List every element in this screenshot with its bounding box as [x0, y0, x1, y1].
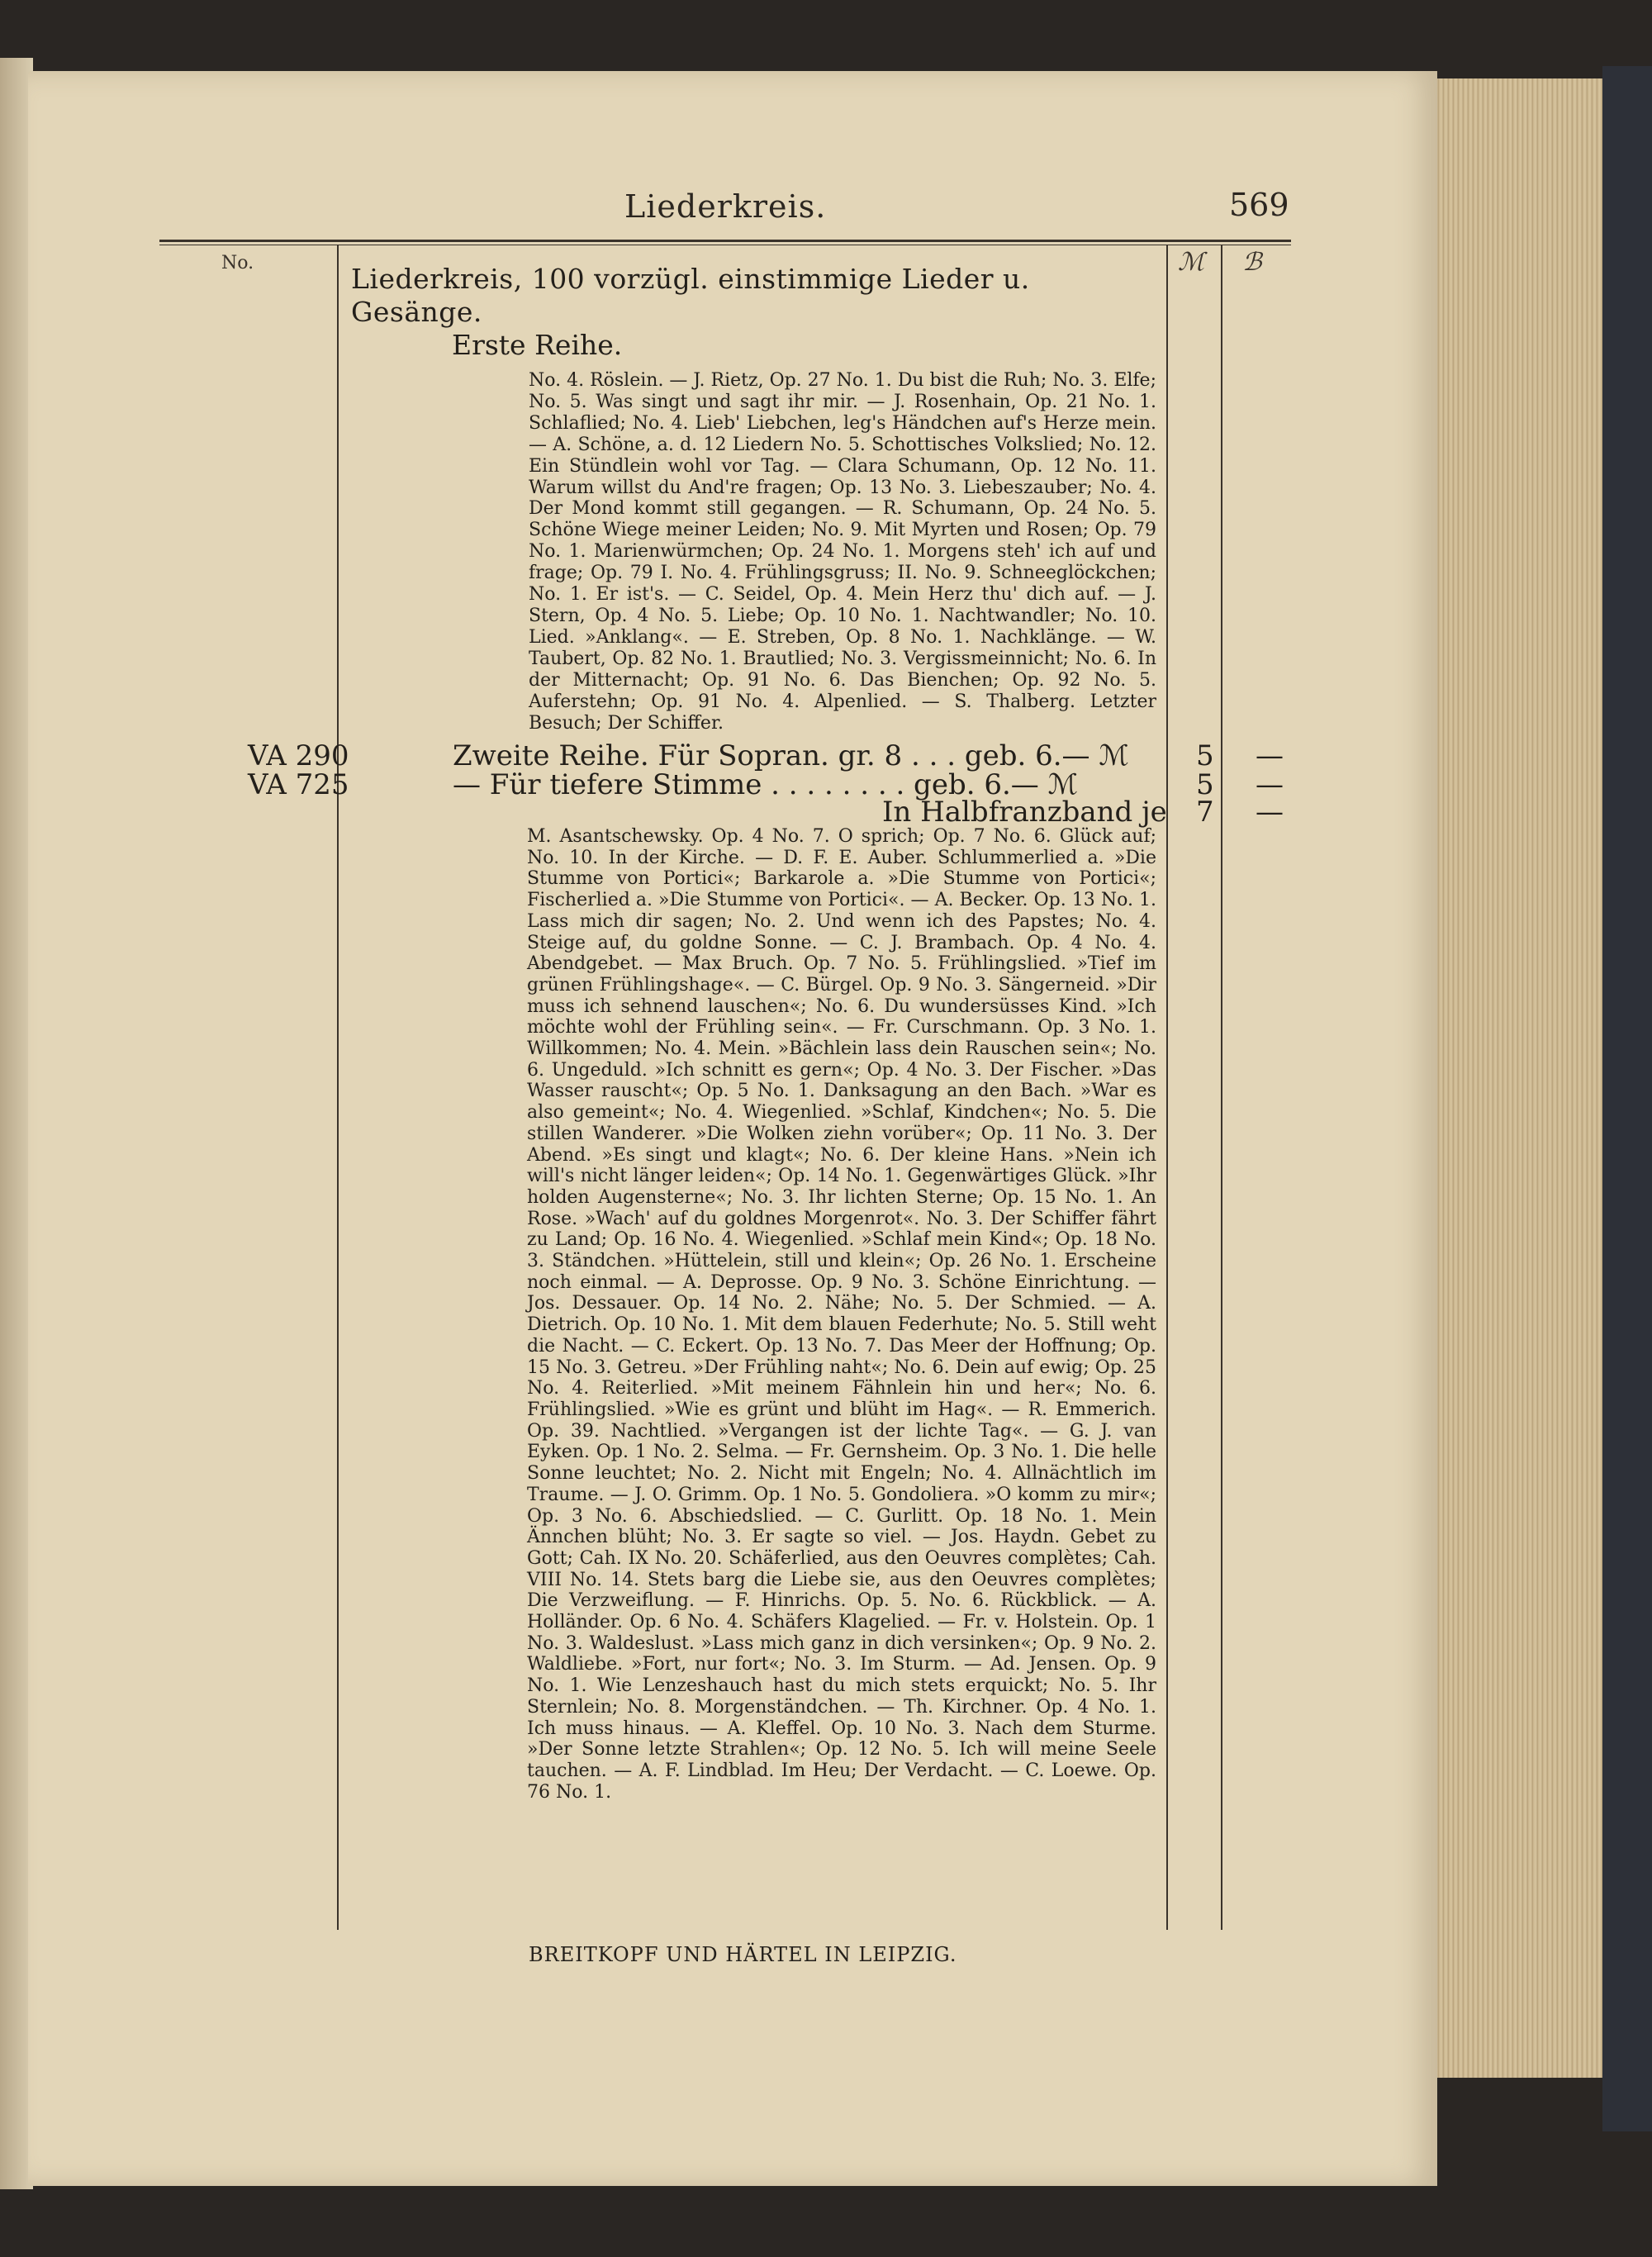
edition-pf: —	[1256, 768, 1284, 801]
column-header-pf: ℬ	[1242, 248, 1262, 277]
publisher-footer: BREITKOPF UND HÄRTEL IN LEIPZIG.	[529, 1943, 957, 1966]
entry-subtitle: Erste Reihe.	[452, 329, 623, 361]
column-header-mark: ℳ	[1178, 248, 1205, 277]
edition-label: — Für tiefere Stimme . . . . . . . . geb. 6.— ℳ	[453, 768, 1078, 801]
book-spine	[1602, 66, 1652, 2131]
entry-block	[351, 263, 1156, 734]
edition-price: 5	[1196, 768, 1214, 801]
edition-price: 7	[1196, 796, 1214, 829]
edition-label: Zweite Reihe. Für Sopran. gr. 8 . . . geb. 6.— ℳ	[453, 739, 1129, 772]
header-rule	[159, 240, 1291, 242]
column-divider-no	[337, 245, 339, 1930]
va-number: VA 290	[248, 739, 349, 772]
edition-pf: —	[1256, 796, 1284, 829]
va-number: VA 725	[248, 768, 349, 801]
page-title: Liederkreis.	[624, 188, 827, 225]
edition-pf: —	[1256, 739, 1284, 772]
entry-contents-2: M. Asantschewsky. Op. 4 No. 7. O sprich; Op. 7 No. 6. Glück auf; No. 10. In der Kirche. — D. F. E. Auber. Schlummerlied a. »Die Stumme von Portici«; Barkarole a. »Die Stumme von Portici«; Fischerlied a. »Die Stumme von Portici«. — A. Becker. Op. 13 No. 1. Lass mich dir sagen; No. 2. Und wenn ich des Papstes; No. 4. Steige auf, du goldne Sonne. — C. J. Brambach. Op. 4 No. 4. Abendgebet. — Max Bruch. Op. 7 No. 5. Frühlingslied. »Tief im grünen Frühlingshage«. — C. Bürgel. Op. 9 No. 3. Sängerneid. »Dir muss ich sehnend lauschen«; No. 6. Du wundersüsses Kind. »Ich möchte wohl der Frühling sein«. — Fr. Curschmann. Op. 3 No. 1. Willkommen; No. 4. Mein. »Bächlein lass dein Rauschen sein«; No. 6. Ungeduld. »Ich schnitt es gern«; Op. 4 No. 3. Der Fischer. »Das Wasser rauscht«; Op. 5 No. 1. Danksagung an den Bach. »War es also gemeint«; No. 4. Wiegenlied. »Schlaf, Kindchen«; No. 5. Die stillen Wanderer. »Die Wolken ziehn vorüber«; Op. 11 No. 3. Der Abend. »Es singt und klagt«; No. 6. Der kleine Hans. »Nein ich will's nicht länger leiden«; Op. 14 No. 1. Gegenwärtiges Glück. »Ihr holden Augensterne«; No. 3. Ihr lichten Sterne; Op. 15 No. 1. An Rose. »Wach' auf du goldnes Morgenrot«. No. 3. Der Schiffer fährt zu Land; Op. 16 No. 4. Wiegenlied. »Schlaf mein Kind«; Op. 18 No. 3. Ständchen. »Hüttelein, still und klein«; Op. 26 No. 1. Erscheine noch einmal. — A. Deprosse. Op. 9 No. 3. Schöne Einrichtung. — Jos. Dessauer. Op. 14 No. 2. Nähe; No. 5. Der Schmied. — A. Dietrich. Op. 10 No. 1. Mit dem blauen Federhute; No. 5. Still weht die Nacht. — C. Eckert. Op. 13 No. 7. Das Meer der Hoffnung; Op. 15 No. 3. Getreu. »Der Frühling naht«; No. 6. Dein auf ewig; Op. 25 No. 4. Reiterlied. »Mit meinem Fähnlein hin und her«; No. 6. Frühlingslied. »Wie es grünt und blüht im Hag«. — R. Emmerich. Op. 39. Nachtlied. »Vergangen ist der lichte Tag«. — G. J. van Eyken. Op. 1 No. 2. Selma. — Fr. Gernsheim. Op. 3 No. 1. Die helle Sonne leuchtet; No. 2. Nicht mit Engeln; No. 4. Allnächtlich im Traume. — J. O. Grimm. Op. 1 No. 5. Gondoliera. »O komm zu mir«; Op. 3 No. 6. Abschiedslied. — C. Gurlitt. Op. 18 No. 1. Mein Ännchen blüht; No. 3. Er sagte so viel. — Jos. Haydn. Gebet zu Gott; Cah. IX No. 20. Schäferlied, aus den Oeuvres complètes; Cah. VIII No. 14. Stets barg die Liebe sie, aus den Oeuvres complètes; Die Verzweiflung. — F. Hinrichs. Op. 5. No. 6. Rückblick. — A. Holländer. Op. 6 No. 4. Schäfers Klagelied. — Fr. v. Holstein. Op. 1 No. 3. Waldeslust. »Lass mich ganz in dich versinken«; Op. 9 No. 2. Waldliebe. »Fort, nur fort«; No. 3. Im Sturm. — Ad. Jensen. Op. 9 No. 1. Wie Lenzeshauch hast du mich stets erquickt; No. 5. Ihr Sternlein; No. 8. Morgenständchen. — Th. Kirchner. Op. 4 No. 1. Ich muss hinaus. — A. Kleffel. Op. 10 No. 3. Nach dem Sturme. »Der Sonne letzte Strahlen«; Op. 12 No. 5. Ich will meine Seele tauchen. — A. F. Lindblad. Im Heu; Der Verdacht. — C. Loewe. Op. 76 No. 1.	[527, 826, 1156, 1803]
entry-title: Liederkreis, 100 vorzügl. einstimmige Lieder u. Gesänge.	[351, 263, 1030, 328]
entry-contents-1: No. 4. Röslein. — J. Rietz, Op. 27 No. 1. Du bist die Ruh; No. 3. Elfe; No. 5. Was singt und sagt ihr mir. — J. Rosenhain, Op. 21 No. 1. Schlaflied; No. 4. Lieb' Liebchen, leg's Händchen auf's Herze mein. — A. Schöne, a. d. 12 Liedern No. 5. Schottisches Volkslied; No. 12. Ein Stündlein wohl vor Tag. — Clara Schumann, Op. 12 No. 11. Warum willst du And're fragen; Op. 13 No. 3. Liebeszauber; No. 4. Der Mond kommt still gegangen. — R. Schumann, Op. 24 No. 5. Schöne Wiege meiner Leiden; No. 9. Mit Myrten und Rosen; Op. 79 No. 1. Marienwürmchen; Op. 24 No. 1. Morgens steh' ich auf und frage; Op. 79 I. No. 4. Frühlingsgruss; II. No. 9. Schneeglöckchen; No. 1. Er ist's. — C. Seidel, Op. 4. Mein Herz thu' dich auf. — J. Stern, Op. 4 No. 5. Liebe; Op. 10 No. 1. Nachtwandler; No. 10. Lied. »Anklang«. — E. Streben, Op. 8 No. 1. Nachklänge. — W. Taubert, Op. 82 No. 1. Brautlied; No. 3. Vergissmeinnicht; No. 6. In der Mitternacht; Op. 91 No. 6. Das Bienchen; Op. 92 No. 5. Auferstehn; Op. 91 No. 4. Alpenlied. — S. Thalberg. Letzter Besuch; Der Schiffer.	[529, 370, 1156, 734]
edition-row-3	[248, 796, 1297, 827]
edition-row-1	[248, 739, 1297, 771]
edition-price: 5	[1196, 739, 1214, 772]
column-divider-pf	[1221, 245, 1222, 1930]
column-header-no: No.	[221, 253, 254, 273]
column-divider-price	[1166, 245, 1168, 1930]
edition-label: In Halbfranzband je	[882, 796, 1167, 829]
page-number: 569	[1229, 187, 1289, 223]
